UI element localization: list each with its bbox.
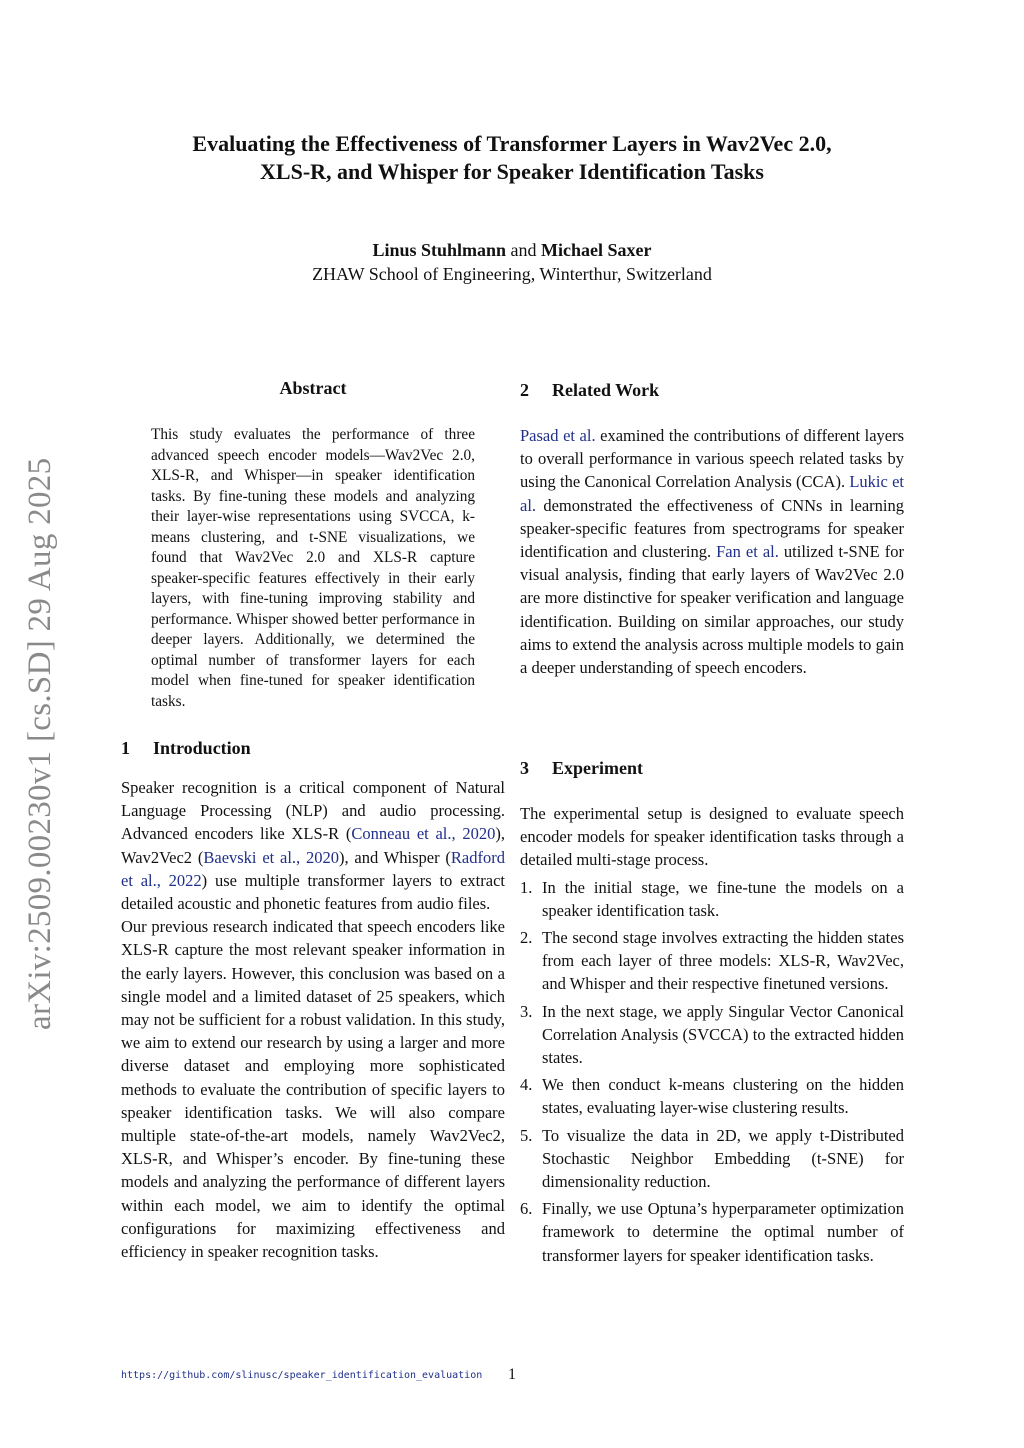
section-number: 2 xyxy=(520,380,529,400)
list-item: 6. Finally, we use Optuna’s hyperparameter optimization framework to determine the optimal number of transformer layers for speaker identification tasks. xyxy=(520,1199,904,1265)
author-2: Michael Saxer xyxy=(541,240,652,260)
list-item: 2. The second stage involves extracting the hidden states from each layer of three models: XLS-R, Wav2Vec, and Whisper and their respective finetuned versions. xyxy=(520,928,904,994)
title-line-2: XLS-R, and Whisper for Speaker Identification Tasks xyxy=(260,159,764,184)
related-work-section xyxy=(520,378,904,679)
citation-link[interactable]: Baevski et al., 2020 xyxy=(203,847,339,867)
experiment-heading xyxy=(520,756,904,780)
authors xyxy=(100,238,924,262)
section-title: Introduction xyxy=(153,738,251,758)
section-number: 3 xyxy=(520,758,529,778)
footnote-url-link[interactable]: https://github.com/slinusc/speaker_identification_evaluation xyxy=(121,1370,483,1381)
list-item: 5. To visualize the data in 2D, we apply t-Distributed Stochastic Neighbor Embedding (t-SNE) for dimensionality reduction. xyxy=(520,1125,904,1192)
citation-link[interactable]: Fan et al. xyxy=(716,542,779,562)
section-title: Experiment xyxy=(552,758,643,778)
abstract-text: This study evaluates the performance of three advanced speech encoder models—Wav2Vec 2.0, XLS-R, and Whisper—in speaker identification tasks. By fine-tuning these models and analyzing their layer-wise representations using SVCCA, k-means clustering, and t-SNE visualizations, we found that Wav2Vec 2.0 and XLS-R capture speaker-specific features effectively in their early layers, with fine-tuning improving stability and performance. Whisper showed better performance in deeper layers. Additionally, we determined the optimal number of transformer layers for each model when fine-tuned for speaker identification tasks. xyxy=(151,426,475,710)
citation-link[interactable]: Radford et al., 2022 xyxy=(121,847,505,890)
list-item: 1. In the initial stage, we fine-tune the models on a speaker identification task. xyxy=(520,877,904,920)
arxiv-identifier: arXiv:2509.00230v1 [cs.SD] 29 Aug 2025 xyxy=(22,457,58,1030)
experiment-intro: The experimental setup is designed to evaluate speech encoder models for speaker identification tasks through a detailed multi-stage process. xyxy=(520,804,904,870)
page-number: 1 xyxy=(508,1366,516,1383)
citation-link[interactable]: Conneau et al., 2020 xyxy=(351,824,496,844)
affiliation: ZHAW School of Engineering, Winterthur, Switzerland xyxy=(312,264,712,284)
author-conjunction: and xyxy=(510,240,537,260)
paper-title xyxy=(100,130,924,186)
introduction-heading xyxy=(121,736,505,760)
introduction-paragraph-2: Our previous research indicated that speech encoders like XLS-R capture the most relevant speaker information in the early layers. However, this conclusion was based on a single model and a limited dataset of 25 speakers, which may not be sufficient for a robust validation. In this study, we aim to extend our research by using a larger and more diverse dataset and employing more sophisticated methods to evaluate the contribution of specific layers to speaker identification tasks. We will also compare multiple state-of-the-art models, namely Wav2Vec2, XLS-R, and Whisper’s encoder. By fine-tuning these models and analyzing the performance of different layers within each model, we aim to identify the optimal configurations for maximizing effectiveness and efficiency in speaker recognition tasks. xyxy=(121,917,505,1262)
title-line-1: Evaluating the Effectiveness of Transformer Layers in Wav2Vec 2.0, xyxy=(192,131,832,156)
related-work-heading xyxy=(520,378,904,402)
introduction-paragraph-1: Speaker recognition is a critical component of Natural Language Processing (NLP) and audio processing. Advanced encoders like XLS-R (Conneau et al., 2020), Wav2Vec2 (Baevski et al., 2020), and Whisper (Radford et al., 2022) use multiple transformer layers to extract detailed acoustic and phonetic features from audio files. xyxy=(121,778,506,914)
experiment-steps-list xyxy=(520,876,904,1267)
citation-link[interactable]: Lukic et al. xyxy=(520,472,904,515)
citation-link[interactable]: Pasad et al. xyxy=(520,426,596,445)
author-1: Linus Stuhlmann xyxy=(372,240,507,260)
introduction-section xyxy=(121,736,505,1263)
section-number: 1 xyxy=(121,738,130,758)
list-item: 4. We then conduct k-means clustering on the hidden states, evaluating layer-wise clustering results. xyxy=(520,1075,904,1118)
abstract-heading: Abstract xyxy=(279,378,347,398)
experiment-section xyxy=(520,756,904,1271)
related-work-paragraph: Pasad et al. examined the contributions of different layers to overall performance in various speech related tasks by using the Canonical Correlation Analysis (CCA). Lukic et al. demonstrated the effectiveness of CNNs in learning speaker-specific features from spectrograms for speaker identification and clustering. Fan et al. utilized t-SNE for visual analysis, finding that early layers of Wav2Vec 2.0 are more distinctive for speaker verification and language identification. Building on similar approaches, our study aims to extend the analysis across multiple models to gain a deeper understanding of speech encoders. xyxy=(520,426,905,678)
list-item: 3. In the next stage, we apply Singular Vector Canonical Correlation Analysis (SVCCA) to the extracted hidden states. xyxy=(520,1001,904,1068)
section-title: Related Work xyxy=(552,380,660,400)
